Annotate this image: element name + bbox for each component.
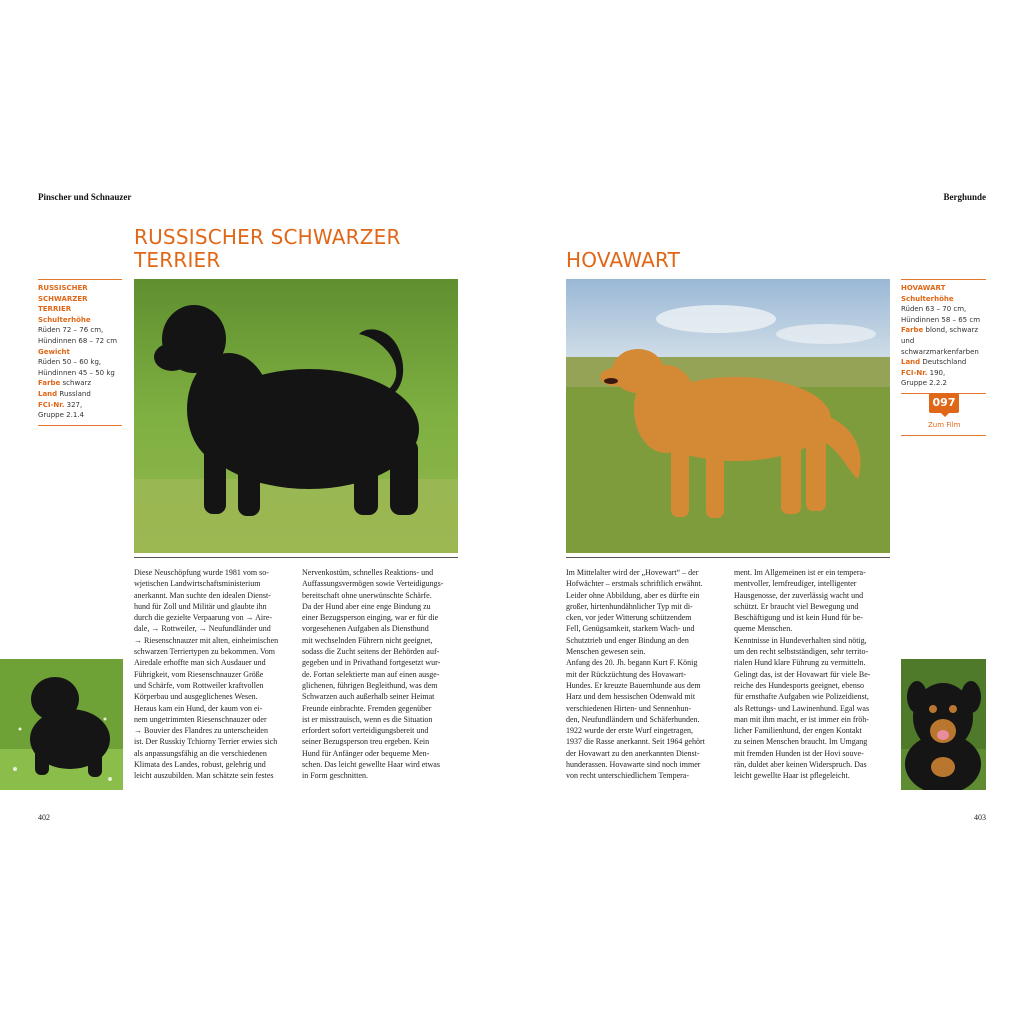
film-number-badge[interactable]: 097 <box>929 393 959 413</box>
sidebar-heading-line-2: SCHWARZER TERRIER <box>38 294 88 314</box>
page-title-left <box>134 226 401 272</box>
running-head-left: Pinscher und Schnauzer <box>38 192 132 202</box>
fci-label: FCI-Nr. <box>901 368 928 377</box>
shoulder-height-males: Rüden 63 – 70 cm, <box>901 305 967 314</box>
sidebar-heading-line-1: RUSSISCHER <box>38 284 88 292</box>
shoulder-height-label: Schulterhöhe <box>901 294 954 303</box>
fci-row <box>901 368 986 379</box>
page-title-right: HOVAWART <box>566 248 681 272</box>
weight-males: Rüden 50 – 60 kg, <box>38 358 102 367</box>
weight-females: Hündinnen 45 – 50 kg <box>38 368 115 377</box>
page-number-right: 403 <box>974 813 986 822</box>
fci-group: Gruppe 2.1.4 <box>38 411 84 420</box>
color-label: Farbe <box>901 326 924 335</box>
country-value: Russland <box>57 389 91 398</box>
page-number-left: 402 <box>38 813 50 822</box>
body-text-left-col1: Diese Neuschöpfung wurde 1981 vom so- wjetischen Landwirtschaftsministerium anerkannt. Man suchte den idealen Dienst- hund für Zoll und Militär und glaubte ihn durch die gezielte Verpaarung von → Aire- dale, → Rottweiler, → Neufundländer und → Riesenschnauzer mit alten, einheimischen schwarzen Terriertypen zu bekommen. Vom Airedale erhoffte man sich Ausdauer und Führigkeit, vom Riesenschnauzer Größe und Schärfe, vom Rottweiler kraftvollen Körperbau und ausgeglichenes Wesen. Heraus kam ein Hund, der kaum von ei- nem ungetrimmten Riesenschnauzer oder → Bouvier des Flandres zu unterscheiden ist. Der Russkiy Tchiorny Terrier erwies sich als anpassungsfähig an die verschiedenen Klimata des Landes, robust, gelehrig und leicht auszubilden. Man schätzte sein festes <box>134 568 279 781</box>
shoulder-height-males: Rüden 72 – 76 cm, <box>38 326 104 335</box>
weight-label: Gewicht <box>38 347 70 356</box>
fci-value: 190, <box>927 368 946 377</box>
breed-facts-sidebar-right <box>901 279 986 394</box>
black-russian-terrier-photo <box>134 279 458 553</box>
color-value: blond, schwarz <box>923 326 979 335</box>
fci-value: 327, <box>64 400 83 409</box>
sidebar-heading: HOVAWART <box>901 284 946 292</box>
body-text-right-col1: Im Mittelalter wird der „Hovewart“ – der Hofwächter – erstmals schriftlich erwähnt. Leider ohne Abbildung, aber es dürfte ein großer, hirtenhundähnlicher Typ mit di- cken, vor jeder Witterung schützendem Fell, Genügsamkeit, starkem Wach- und Schutztrieb und enger Bindung an den Menschen gewesen sein. Anfang des 20. Jh. begann Kurt F. König mit der Rückzüchtung des Hovawart- Hundes. Er kreuzte Bauernhunde aus dem Harz und dem hessischen Odenwald mit verschiedenen Hirten- und Sennenhun- den, Neufundländern und Schäferhunden. 1922 wurde der erste Wurf eingetragen, 1937 die Rasse anerkannt. Seit 1964 gehört der Hovawart zu den anerkannten Dienst- hunderassen. Hovawarte sind noch immer von recht unterschiedlichem Tempera- <box>566 568 705 781</box>
body-text-right-col2: ment. Im Allgemeinen ist er ein tempera- mentvoller, lernfreudiger, intelligenter Hausgenosse, der zuverlässig wacht und schützt. Er braucht viel Bewegung und Beschäftigung und ist kein Hund für be- queme Menschen. Kenntnisse in Hundeverhalten sind nötig, um den recht selbstständigen, sehr territo- rialen Hund klare Führung zu vermitteln. Gelingt das, ist der Hovawart für viele Be- reiche des Hundesports geeignet, ebenso für ernsthafte Aufgaben wie Polizeidienst, als Rettungs- und Lawinenhund. Egal was man mit ihm macht, er ist immer ein fröh- licher Familienhund, der engen Kontakt zu seinen Menschen braucht. Im Umgang mit fremden Hunden ist der Hovi souve- rän, duldet aber keinen Widerspruch. Das leicht gewellte Haar ist pflegeleicht. <box>734 568 871 781</box>
color-value: schwarz <box>60 379 92 388</box>
photo-rule-left <box>134 557 458 558</box>
black-russian-terrier-puppy-photo <box>0 659 123 790</box>
title-line-1: RUSSISCHER SCHWARZER <box>134 225 401 249</box>
color-value-continued: und schwarzmarkenfarben <box>901 336 979 356</box>
country-value: Deutschland <box>920 358 967 367</box>
country-row <box>901 357 986 368</box>
color-label: Farbe <box>38 379 61 388</box>
photo-rule-right <box>566 557 890 558</box>
country-row <box>38 389 122 400</box>
country-label: Land <box>901 358 921 367</box>
shoulder-height-label: Schulterhöhe <box>38 315 91 324</box>
country-label: Land <box>38 389 58 398</box>
hovawart-photo <box>566 279 890 553</box>
hovawart-head-photo <box>901 659 986 790</box>
film-link-label[interactable]: Zum Film <box>928 421 961 429</box>
fci-group: Gruppe 2.2.2 <box>901 379 947 388</box>
shoulder-height-females: Hündinnen 68 – 72 cm <box>38 336 118 345</box>
film-link-box[interactable] <box>901 389 986 436</box>
fci-row <box>38 400 122 411</box>
running-head-right: Berghunde <box>943 192 986 202</box>
body-text-left-col2: Nervenkostüm, schnelles Reaktions- und Auffassungsvermögen sowie Verteidigungs- bereitschaft ohne unerwünschte Schärfe. Da der Hund aber eine enge Bindung zu einer Bezugsperson einging, war er für die vorgesehenen Aufgaben als Diensthund mit wechselnden Führern nicht geeignet, sodass die Zucht seitens der Behörden auf- gegeben und in Privathand fortgesetzt wur- de. Fortan selektierte man auf einen ausge- glichenen, führigen Begleithund, was dem Schwarzen auch außerhalb seiner Heimat Freunde einbrachte. Fremden gegenüber ist er misstrauisch, wenn es die Situation erfordert sofort verteidigungsbereit und seiner Bezugsperson treu ergeben. Kein Hund für Anfänger oder bequeme Men- schen. Das leicht gewellte Haar wird etwas in Form geschnitten. <box>302 568 444 781</box>
title-line-2: TERRIER <box>134 248 221 272</box>
color-row <box>901 325 986 336</box>
shoulder-height-females: Hündinnen 58 – 65 cm <box>901 315 981 324</box>
fci-label: FCI-Nr. <box>38 400 65 409</box>
breed-facts-sidebar-left <box>38 279 122 426</box>
color-row <box>38 378 122 389</box>
